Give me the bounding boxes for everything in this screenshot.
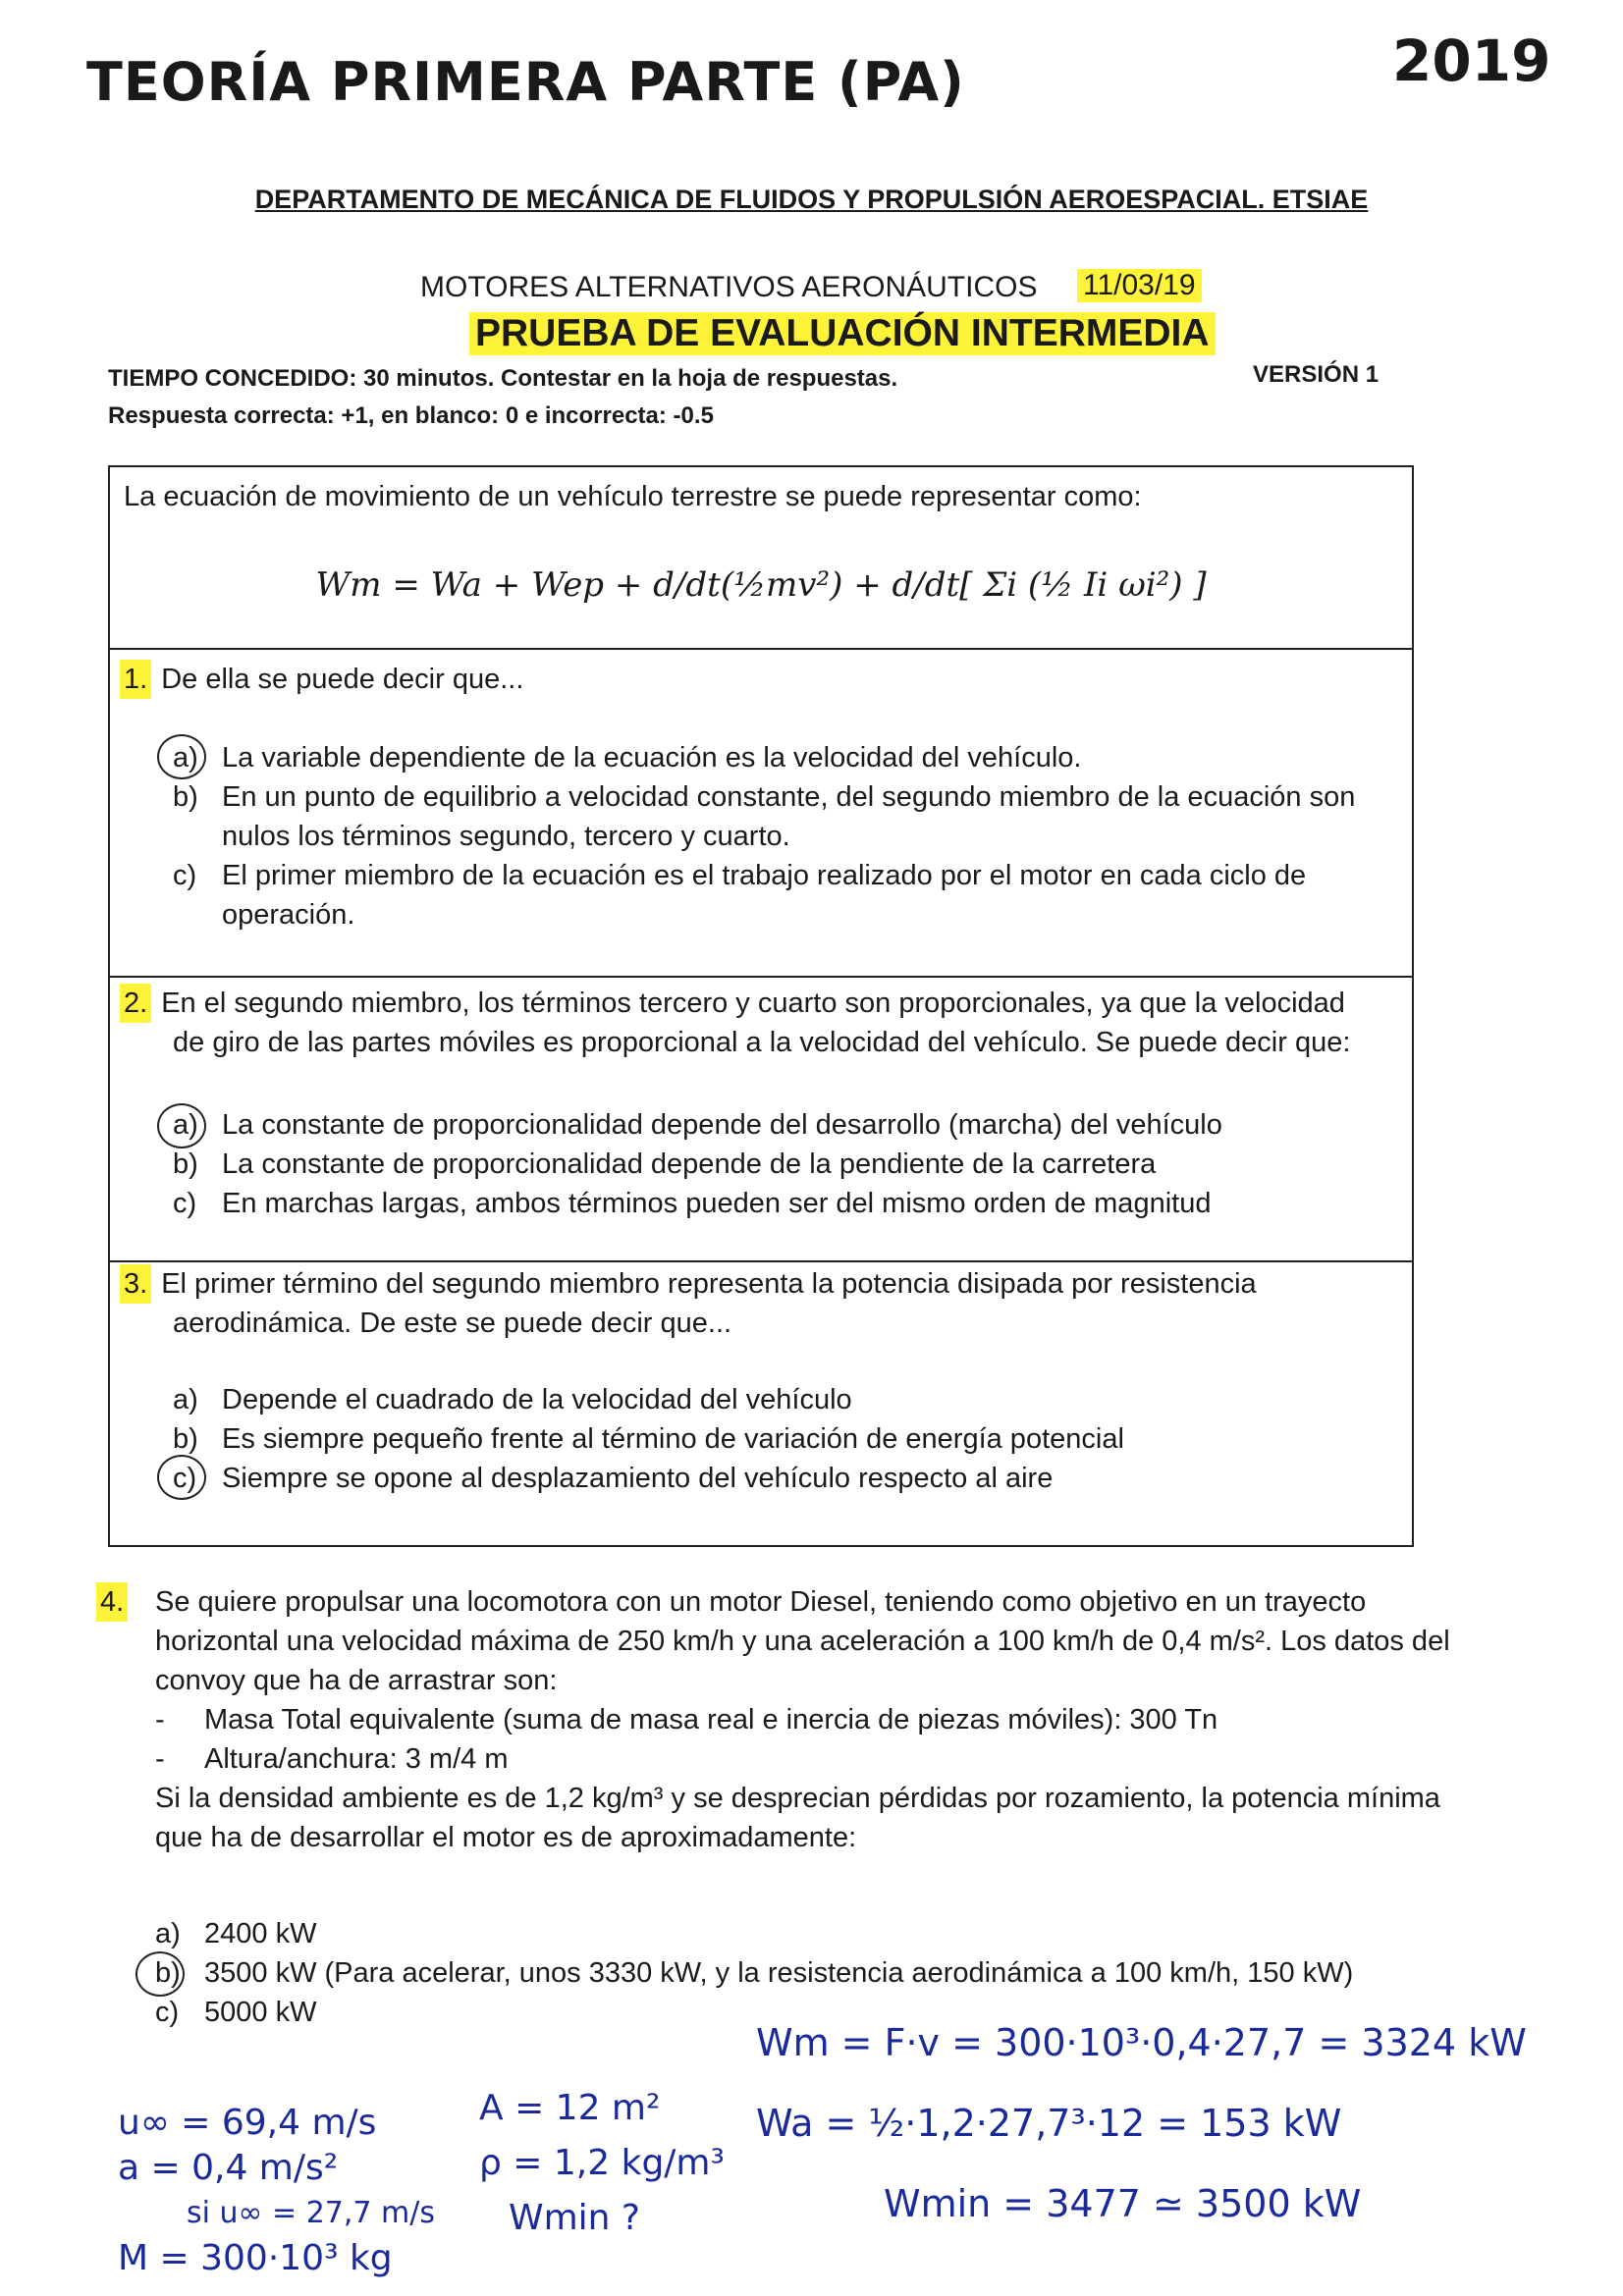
handwritten-title: TEORÍA PRIMERA PARTE (PA) xyxy=(86,51,965,113)
question-text: De ella se puede decir que... xyxy=(161,664,524,695)
option-text-cont: nulos los términos segundo, tercero y cuarto. xyxy=(222,821,790,852)
question-2-stem xyxy=(120,984,1350,1062)
note-line: Wa = ½·1,2·27,7³·12 = 153 kW xyxy=(756,2102,1342,2145)
bullet-text: Masa Total equivalente (suma de masa real e inercia de piezas móviles): 300 Tn xyxy=(204,1704,1218,1735)
question-4-line: horizontal una velocidad máxima de 250 km/h y una aceleración a 100 km/h de 0,4 m/s². Los datos del xyxy=(155,1626,1450,1657)
q4-option-a[interactable] xyxy=(155,1914,316,1953)
note-line: a = 0,4 m/s² xyxy=(118,2148,339,2188)
option-text: En marchas largas, ambos términos pueden ser del mismo orden de magnitud xyxy=(222,1188,1212,1219)
question-3-box xyxy=(108,1260,1414,1547)
option-letter: c) xyxy=(155,1997,180,2028)
handwritten-notes-right xyxy=(756,2002,1527,2244)
scoring-rules: Respuesta correcta: +1, en blanco: 0 e incorrecta: -0.5 xyxy=(108,402,714,429)
data-bullet: - Masa Total equivalente (suma de masa real e inercia de piezas móviles): 300 Tn xyxy=(155,1704,1218,1735)
exam-title: PRUEBA DE EVALUACIÓN INTERMEDIA xyxy=(469,312,1216,355)
option-text: En un punto de equilibrio a velocidad constante, del segundo miembro de la ecuación son xyxy=(222,781,1356,813)
option-a[interactable] xyxy=(173,738,1081,777)
option-letter: c) xyxy=(173,860,197,891)
question-1-stem xyxy=(120,660,523,699)
bullet-text: Altura/anchura: 3 m/4 m xyxy=(204,1743,509,1775)
course-name: MOTORES ALTERNATIVOS AERONÁUTICOS xyxy=(420,271,1038,303)
option-a[interactable] xyxy=(173,1105,1222,1145)
option-letter: c) xyxy=(173,1463,197,1494)
question-number: 1. xyxy=(120,660,151,699)
note-line: M = 300·10³ kg xyxy=(118,2238,393,2278)
exam-date: 11/03/19 xyxy=(1077,269,1202,302)
option-b[interactable] xyxy=(173,1145,1156,1184)
question-3-stem xyxy=(120,1264,1257,1343)
question-2-box xyxy=(108,976,1414,1262)
question-4-line: convoy que ha de arrastrar son: xyxy=(155,1665,558,1696)
q4-option-b[interactable] xyxy=(155,1953,1353,1993)
department-heading: DEPARTAMENTO DE MECÁNICA DE FLUIDOS Y PROPULSIÓN AEROESPACIAL. ETSIAE xyxy=(254,185,1369,214)
question-4 xyxy=(100,1582,1502,1857)
question-4-stem xyxy=(100,1582,1502,1857)
option-b[interactable] xyxy=(173,777,1355,856)
option-text: 3500 kW (Para acelerar, unos 3330 kW, y la resistencia aerodinámica a 100 km/h, 150 kW) xyxy=(204,1957,1354,1989)
note-line: u∞ = 69,4 m/s xyxy=(118,2103,377,2143)
question-number: 4. xyxy=(96,1582,128,1622)
option-a[interactable] xyxy=(173,1380,852,1419)
question-4-line: que ha de desarrollar el motor es de aproximadamente: xyxy=(155,1822,857,1853)
option-text: La constante de proporcionalidad depende del desarrollo (marcha) del vehículo xyxy=(222,1109,1222,1141)
data-bullet: - Altura/anchura: 3 m/4 m xyxy=(155,1743,509,1775)
option-text: Depende el cuadrado de la velocidad del vehículo xyxy=(222,1384,852,1415)
handwritten-notes-left xyxy=(118,2101,435,2281)
option-text: 2400 kW xyxy=(204,1918,317,1949)
option-text: Es siempre pequeño frente al término de variación de energía potencial xyxy=(222,1423,1124,1455)
option-letter: a) xyxy=(155,1918,181,1949)
option-text: La constante de proporcionalidad depende de la pendiente de la carretera xyxy=(222,1148,1157,1180)
option-letter: b) xyxy=(173,1423,198,1455)
option-c[interactable] xyxy=(173,1184,1211,1223)
note-line: A = 12 m² xyxy=(479,2088,661,2128)
motion-equation: Wm = Wa + Wep + d/dt(½mv²) + d/dt[ Σi (½ Ii ωi²) ] xyxy=(315,565,1207,605)
option-letter: b) xyxy=(173,1148,198,1180)
question-text: El primer término del segundo miembro representa la potencia disipada por resistencia xyxy=(161,1268,1257,1300)
question-4-line: Si la densidad ambiente es de 1,2 kg/m³ y se desprecian pérdidas por rozamiento, la potencia mínima xyxy=(155,1783,1440,1814)
option-text: La variable dependiente de la ecuación es la velocidad del vehículo. xyxy=(222,742,1082,774)
question-text-cont: de giro de las partes móviles es proporcional a la velocidad del vehículo. Se puede decir que: xyxy=(173,1027,1351,1058)
question-4-line: Se quiere propulsar una locomotora con un motor Diesel, teniendo como objetivo en un trayecto xyxy=(155,1586,1367,1618)
option-text: Siempre se opone al desplazamiento del vehículo respecto al aire xyxy=(222,1463,1054,1494)
option-b[interactable] xyxy=(173,1419,1124,1459)
question-text-cont: aerodinámica. De este se puede decir que... xyxy=(173,1308,732,1339)
option-c[interactable] xyxy=(173,856,1306,934)
question-number: 3. xyxy=(120,1264,151,1304)
question-number: 2. xyxy=(120,984,151,1023)
question-1-box xyxy=(108,648,1414,978)
option-letter: c) xyxy=(173,1188,197,1219)
time-instructions: TIEMPO CONCEDIDO: 30 minutos. Contestar en la hoja de respuestas. xyxy=(108,365,898,392)
note-line: si u∞ = 27,7 m/s xyxy=(187,2196,436,2230)
option-text: 5000 kW xyxy=(204,1997,317,2028)
note-line: Wmin = 3477 ≃ 3500 kW xyxy=(884,2182,1362,2225)
intro-text: La ecuación de movimiento de un vehículo terrestre se puede representar como: xyxy=(124,481,1142,512)
version-label: VERSIÓN 1 xyxy=(1253,361,1380,388)
note-line: Wm = F·v = 300·10³·0,4·27,7 = 3324 kW xyxy=(756,2021,1527,2064)
intro-box xyxy=(108,465,1414,650)
option-text-cont: operación. xyxy=(222,899,355,931)
option-text: El primer miembro de la ecuación es el trabajo realizado por el motor en cada ciclo de xyxy=(222,860,1307,891)
question-text: En el segundo miembro, los términos tercero y cuarto son proporcionales, ya que la velocidad xyxy=(161,988,1345,1019)
option-letter: a) xyxy=(173,1384,198,1415)
option-c[interactable] xyxy=(173,1459,1053,1498)
option-letter: b) xyxy=(173,781,198,813)
handwritten-notes-middle xyxy=(479,2081,725,2246)
option-letter: a) xyxy=(173,1109,198,1141)
q4-option-c[interactable] xyxy=(155,1993,316,2032)
option-letter: b) xyxy=(155,1957,181,1989)
note-line: ρ = 1,2 kg/m³ xyxy=(479,2143,725,2183)
handwritten-year: 2019 xyxy=(1392,27,1551,94)
option-letter: a) xyxy=(173,742,198,774)
note-line: Wmin ? xyxy=(509,2198,641,2238)
